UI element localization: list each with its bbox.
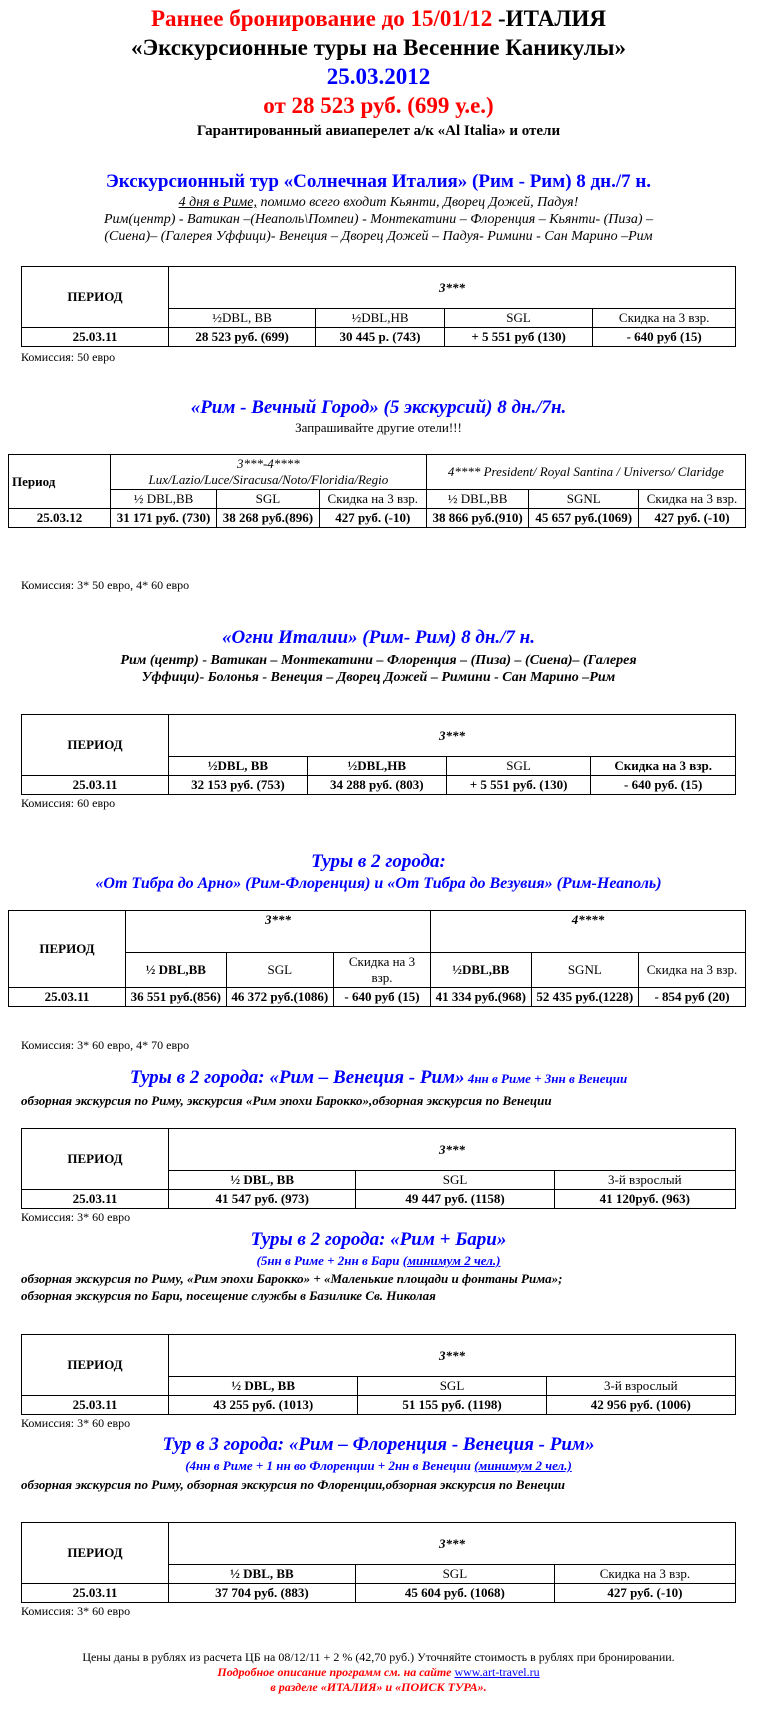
table-row [9,509,746,528]
tour5-title [0,1066,757,1091]
tour3-header [0,626,757,686]
tour4-cell: - 854 руб (20) [639,988,746,1007]
tour4-col-header: SGNL [531,953,638,988]
table-row [22,328,736,347]
header-date: 25.03.2012 [326,64,431,89]
tour5-col-header: ½ DBL, BB [169,1171,356,1190]
tour7-col-header: ½ DBL, BB [169,1565,356,1584]
footer-sections: в разделе «ИТАЛИЯ» и «ПОИСК ТУРА». [270,1680,487,1694]
tour1-hotel-header: 3*** [169,267,736,309]
tour6-minimum: (минимум 2 чел.) [402,1253,501,1268]
table-row [22,1584,736,1603]
tour3-table [21,714,736,795]
tour2-col-header: ½ DBL,BB [426,490,529,509]
tour2-table [8,454,746,528]
tour4-period-header: ПЕРИОД [9,911,126,988]
tour7-description: обзорная экскурсия по Риму, обзорная экскурсия по Флоренции,обзорная экскурсия по Венеции [21,1477,566,1492]
tour4-cell: 52 435 руб.(1228) [531,988,638,1007]
tour5-period-header: ПЕРИОД [22,1129,169,1190]
tour6-cell: 43 255 руб. (1013) [169,1396,358,1415]
tour5-col-header: SGL [356,1171,554,1190]
tour4-cell: 46 372 руб.(1086) [226,988,333,1007]
tour4-header [0,850,757,894]
tour5-hotel-header: 3*** [169,1129,736,1171]
tour6-description [21,1270,562,1304]
tour7-col-header: Скидка на 3 взр. [554,1565,735,1584]
tour4-title2: «От Тибра до Арно» (Рим-Флоренция) и «От Тибра до Везувия» (Рим-Неаполь) [95,875,662,892]
tour2-col-header: Скидка на 3 взр. [639,490,746,509]
tour7-title: Тур в 3 города: «Рим – Флоренция - Венеция - Рим» [162,1434,595,1455]
tour4-cell: 25.03.11 [9,988,126,1007]
tour2-cell: 427 руб. (-10) [319,509,426,528]
tour4-cell: - 640 руб (15) [333,988,430,1007]
tour4-col-header: SGL [226,953,333,988]
header-line2: «Экскурсионные туры на Весенние Каникулы» [131,35,626,60]
tour7-table [21,1522,736,1603]
tour4-cell: 41 334 руб.(968) [430,988,531,1007]
tour5-cell: 49 447 руб. (1158) [356,1190,554,1209]
tour5-cell: 41 547 руб. (973) [169,1190,356,1209]
tour6-title: Туры в 2 города: «Рим + Бари» [250,1229,507,1250]
tour2-cell: 31 171 руб. (730) [111,509,217,528]
tour4-hotel-b-header: 4**** [430,911,745,953]
tour4-col-header: ½DBL,BB [430,953,531,988]
tour2-cell: 38 268 руб.(896) [217,509,320,528]
tour3-period-header: ПЕРИОД [22,715,169,776]
tour6-hotel-header: 3*** [169,1335,736,1377]
tour7-subtitle [0,1457,757,1474]
tour2-col-header: ½ DBL,BB [111,490,217,509]
header-price: от 28 523 руб. (699 у.е.) [263,93,494,118]
tour1-subtitle-underlined: 4 дня в Риме, [178,195,257,210]
tour3-route-line2: Уффици)- Болонья - Венеция – Дворец Дожей – Римини - Сан Марино –Рим [141,670,616,685]
tour6-nights: (5нн в Риме + 2нн в Бари [256,1253,403,1268]
tour7-commission: Комиссия: 3* 60 евро [21,1604,131,1618]
tour7-cell: 45 604 руб. (1068) [355,1584,554,1603]
tour5-table [21,1128,736,1209]
tour6-cell: 51 155 руб. (1198) [358,1396,546,1415]
tour4-table [8,910,746,1007]
tour7-cell: 25.03.11 [22,1584,169,1603]
tour2-hotel-a-header [111,455,427,490]
tour7-col-header: SGL [355,1565,554,1584]
tour5-header [0,1066,757,1091]
tour1-col-header: ½DBL, BB [169,309,316,328]
tour4-hotel-a-header: 3*** [126,911,431,953]
tour6-commission: Комиссия: 3* 60 евро [21,1416,131,1430]
tour1-cell: + 5 551 руб (130) [444,328,593,347]
tour6-header [0,1228,757,1269]
tour7-cell: 37 704 руб. (883) [169,1584,356,1603]
table-row [9,988,746,1007]
tour2-cell: 45 657 руб.(1069) [529,509,639,528]
tour1-period-header: ПЕРИОД [22,267,169,328]
tour1-cell: 25.03.11 [22,328,169,347]
tour6-table [21,1334,736,1415]
tour4-col-header: Скидка на 3 взр. [639,953,746,988]
tour1-title: Экскурсионный тур «Солнечная Италия» (Рим - Рим) 8 дн./7 н. [105,171,652,192]
tour1-subtitle [0,194,757,211]
footer-site-text: Подробное описание программ см. на сайте [217,1665,455,1679]
tour1-subtitle-rest: помимо всего входит Кьянти, Дворец Дожей, Падуя! [256,195,579,210]
table-row [22,776,736,795]
footer-site-line [0,1665,757,1680]
tour2-period-header: Период [9,455,111,509]
tour1-cell: 28 523 руб. (699) [169,328,316,347]
tour1-route-line1: Рим(центр) - Ватикан –(Неаполь\Помпеи) - Монтекатини – Флоренция – Кьянти- (Пиза) – [103,212,654,227]
footer-prices-note: Цены даны в рублях из расчета ЦБ на 08/12/11 + 2 % (42,70 руб.) Уточняйте стоимость в рублях при бронировании. [82,1650,675,1664]
tour4-col-header: Скидка на 3 взр. [333,953,430,988]
tour1-col-header: Скидка на 3 взр. [593,309,736,328]
tour2-cell: 38 866 руб.(910) [426,509,529,528]
tour4-title1: Туры в 2 города: [311,851,446,872]
tour2-col-header: SGNL [529,490,639,509]
tour4-col-header: ½ DBL,BB [126,953,227,988]
tour1-commission: Комиссия: 50 евро [21,350,116,364]
tour2-hotel-a-category: 3***-4**** [236,456,300,471]
tour1-header [0,170,757,245]
tour1-col-header: SGL [444,309,593,328]
tour5-description: обзорная экскурсия по Риму, экскурсия «Рим эпохи Барокко»,обзорная экскурсия по Венеции [21,1093,552,1108]
tour2-title: «Рим - Вечный Город» (5 экскурсий) 8 дн./7н. [190,397,567,418]
tour5-title-main: Туры в 2 города: «Рим – Венеция - Рим» [129,1067,465,1088]
tour7-minimum: (минимум 2 чел.) [474,1458,572,1473]
tour2-cell: 427 руб. (-10) [639,509,746,528]
tour3-cell: - 640 руб. (15) [591,776,736,795]
tour2-header [0,396,757,436]
header-line1 [0,4,757,33]
tour5-cell: 25.03.11 [22,1190,169,1209]
tour3-col-header: SGL [446,757,591,776]
tour7-hotel-header: 3*** [169,1523,736,1565]
tour6-col-header: SGL [358,1377,546,1396]
tour3-col-header: Скидка на 3 взр. [591,757,736,776]
tour6-subtitle [0,1252,757,1269]
tour1-cell: - 640 руб (15) [593,328,736,347]
site-link[interactable]: www.art-travel.ru [454,1665,540,1679]
tour7-nights: (4нн в Риме + 1 нн во Флоренции + 2нн в Венеции [185,1458,475,1473]
early-booking-title: Раннее бронирование до 15/01/12 [150,6,493,31]
tour3-cell: 25.03.11 [22,776,169,795]
tour3-hotel-header: 3*** [169,715,736,757]
tour3-col-header: ½DBL,HB [307,757,446,776]
tour6-description-line2: обзорная экскурсия по Бари, посещение службы в Базилике Св. Николая [21,1288,436,1303]
tour3-commission: Комиссия: 60 евро [21,796,116,810]
tour5-col-header: 3-й взрослый [554,1171,735,1190]
tour5-title-nights: 4нн в Риме + 3нн в Венеции [464,1071,628,1086]
tour2-col-header: SGL [217,490,320,509]
tour5-commission: Комиссия: 3* 60 евро [21,1210,131,1224]
tour3-col-header: ½DBL, BB [169,757,308,776]
tour3-cell: 34 288 руб. (803) [307,776,446,795]
table-row [22,1396,736,1415]
tour1-route-line2: (Сиена)– (Галерея Уффици)- Венеция – Дворец Дожей – Падуя- Римини - Сан Марино –Рим [104,229,653,244]
tour1-cell: 30 445 р. (743) [316,328,445,347]
tour3-cell: 32 153 руб. (753) [169,776,308,795]
tour2-cell: 25.03.12 [9,509,111,528]
tour7-header [0,1433,757,1474]
country-title: -ИТАЛИЯ [498,6,607,31]
footer [0,1650,757,1695]
tour6-cell: 42 956 руб. (1006) [546,1396,735,1415]
tour1-table [21,266,736,347]
tour6-col-header: ½ DBL, BB [169,1377,358,1396]
tour2-commission: Комиссия: 3* 50 евро, 4* 60 евро [21,578,190,592]
tour3-title: «Огни Италии» (Рим- Рим) 8 дн./7 н. [222,627,535,648]
tour6-description-line1: обзорная экскурсия по Риму, «Рим эпохи Барокко» + «Маленькие площади и фонтаны Рима»; [21,1271,563,1286]
table-row [22,1190,736,1209]
tour6-cell: 25.03.11 [22,1396,169,1415]
tour2-hotel-b-header: 4**** President/ Royal Santina / Universo/ Claridge [426,455,745,490]
tour7-cell: 427 руб. (-10) [554,1584,735,1603]
tour3-route-line1: Рим (центр) - Ватикан – Монтекатини – Флоренция – (Пиза) – (Сиена)– (Галерея [120,653,637,668]
tour2-subtitle: Запрашивайте другие отели!!! [295,420,462,435]
header [0,4,757,141]
header-flight: Гарантированный авиаперелет а/к «Al Italia» и отели [196,123,561,139]
tour2-hotel-a-list: Lux/Lazio/Luce/Siracusa/Noto/Floridia/Regio [148,472,389,487]
tour3-cell: + 5 551 руб. (130) [446,776,591,795]
tour6-col-header: 3-й взрослый [546,1377,735,1396]
tour5-cell: 41 120руб. (963) [554,1190,735,1209]
tour4-cell: 36 551 руб.(856) [126,988,227,1007]
tour7-period-header: ПЕРИОД [22,1523,169,1584]
tour4-commission: Комиссия: 3* 60 евро, 4* 70 евро [21,1038,190,1052]
tour2-col-header: Скидка на 3 взр. [319,490,426,509]
tour1-col-header: ½DBL,HB [316,309,445,328]
tour6-period-header: ПЕРИОД [22,1335,169,1396]
